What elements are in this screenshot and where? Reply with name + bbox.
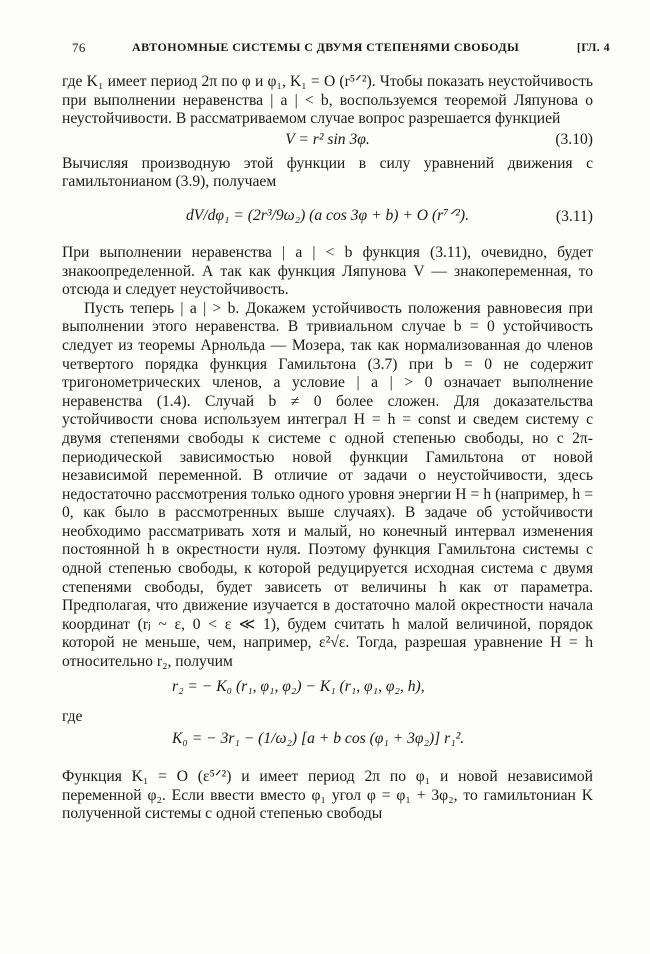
running-title: АВТОНОМНЫЕ СИСТЕМЫ С ДВУМЯ СТЕПЕНЯМИ СВОБОДЫ [132,40,520,54]
equation-r2 [62,678,593,702]
equation-formula: dV/dφ₁ = (2r³/9ω₂) (a cos 3φ + b) + O (r⁷ᐟ²). [185,206,470,224]
page-number: 76 [72,40,86,55]
equation-3-10 [62,131,593,153]
equation-formula: V = r² sin 3φ. [285,130,370,148]
equation-formula: r₂ = − K₀ (r₁, φ₁, φ₂) − K₁ (r₁, φ₁, φ₂, h), [172,677,425,695]
equation-3-11 [62,198,593,238]
paragraph-4: Пусть теперь | a | > b. Докажем устойчивость положения равновесия при выполнении этого неравенства. В тривиальном случае b = 0 устойчивость следует из теоремы Арнольда — Мозера, так как нормализованная до членов четвертого порядка функция Гамильтона (3.7) при b = 0 не содержит тригонометрических членов, а условие | a | > 0 означает выполнение неравенства (1.4). Случай b ≠ 0 более сложен. Для доказательства устойчивости снова используем интеграл H = h = const и сведем систему с двумя степенями свободы к системе с одной степенью свободы, но с 2π-периодической зависимостью новой функции Гамильтона от новой независимой переменной. В отличие от задачи о неустойчивости, здесь недостаточно рассмотрения только одного уровня энергии H = h (например, h = 0, как было в рассмотренных выше случаях). В задаче об устойчивости необходимо рассматривать хотя и малый, но конечный интервал изменения постоянной h в окрестности нуля. Поэтому функция Гамильтона системы с одной степенью свободы, к которой редуцируется исходная система с двумя степенями свободы, будет зависеть от величины h как от параметра. Предполагая, что движение изучается в достаточно малой окрестности начала координат (rⱼ ~ ε, 0 < ε ≪ 1), будем считать h малой величиной, порядок которой не меньше, чем, например, ε²√ε. Тогда, разрешая уравнение H = h относительно r₂, получим [62,299,593,671]
paragraph-2: Вычисляя производную этой функции в силу уравнений движения с гамильтонианом (3.9), получаем [62,154,593,191]
paragraph-5: Функция K₁ = O (ε⁵ᐟ²) и имеет период 2π по φ₁ и новой независимой переменной φ₂. Если ввести вместо φ₁ угол φ = φ₁ + 3φ₂, то гамильтониан K полученной системы с одной степенью свободы [62,768,593,823]
equation-number: (3.11) [555,207,593,225]
paragraph-3: При выполнении неравенства | a | < b функция (3.11), очевидно, будет знакоопределенной. А так как функция Ляпунова V — знакопеременная, то отсюда и следует неустойчивость. [62,243,593,299]
chapter-label: [ГЛ. 4 [576,40,610,54]
equation-k0 [62,730,593,756]
where-label: где [62,707,83,725]
paragraph-1: где K₁ имеет период 2π по φ и φ₁, K₁ = O (r⁵ᐟ²). Чтобы показать неустойчивость при выполнении неравенства | a | < b, воспользуемся теоремой Ляпунова о неустойчивости. В рассматриваемом случае вопрос разрешается функцией [62,73,593,128]
equation-formula: K₀ = − 3r₁ − (1/ω₂) [a + b cos (φ₁ + 3φ₂)] r₁². [172,730,465,748]
page-body [62,73,593,824]
equation-number: (3.10) [555,130,593,148]
page-header [72,40,610,60]
